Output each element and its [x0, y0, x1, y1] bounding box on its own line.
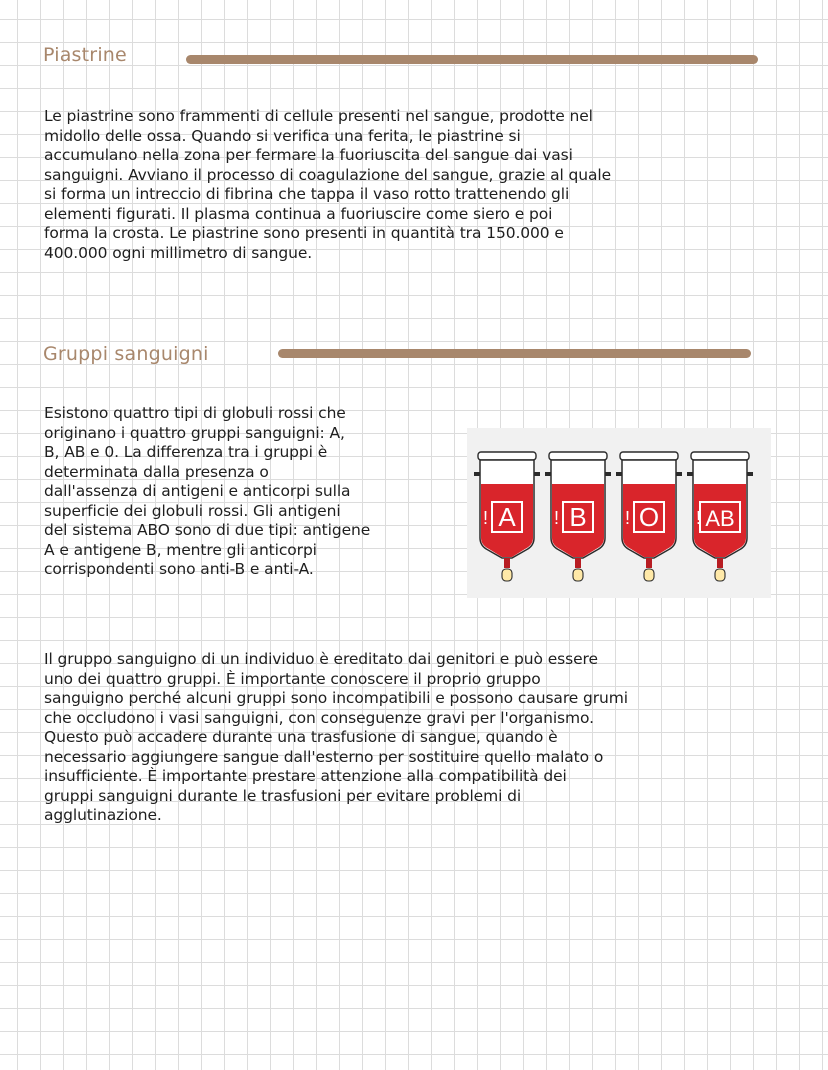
bag-tube [575, 558, 581, 568]
side-port [676, 472, 682, 476]
text-line: uno dei quattro gruppi. È importante conoscere il proprio gruppo [44, 669, 541, 688]
text-line: corrispondenti sono anti-B e anti-A. [44, 560, 314, 578]
text-line: che occludono i vasi sanguigni, con conseguenze gravi per l'organismo. [44, 708, 594, 727]
text-line: si forma un intreccio di fibrina che tappa il vaso rotto trattenendo gli [44, 185, 570, 203]
bag-mark: ! [625, 508, 631, 528]
text-line: A e antigene B, mentre gli anticorpi [44, 540, 317, 559]
text-line: sanguigni. Avviano il processo di coagulazione del sangue, grazie al quale [44, 165, 612, 184]
text-line: del sistema ABO sono di due tipi: antigene [44, 521, 371, 539]
text-line: Le piastrine sono frammenti di cellule presenti nel sangue, prodotte nel [44, 107, 593, 125]
side-port [474, 472, 480, 476]
tube-connector [644, 569, 654, 581]
bag-tube [717, 558, 723, 568]
paragraph-gruppi-intro [44, 404, 459, 580]
text-line: determinata dalla presenza o [44, 462, 269, 481]
text-line: forma la crosta. Le piastrine sono presenti in quantità tra 150.000 e [44, 224, 564, 242]
bag-mark: ! [483, 508, 489, 528]
text-line: sanguigno perché alcuni gruppi sono incompatibili e possono causare grumi [44, 689, 628, 707]
bag-mark: ! [554, 508, 560, 528]
side-port [616, 472, 622, 476]
blood-bags-svg [467, 428, 771, 598]
text-line: Il gruppo sanguigno di un individuo è ereditato dai genitori e può essere [44, 650, 598, 668]
bag-mark: ! [696, 508, 702, 528]
blood-group-label: AB [705, 506, 735, 531]
tube-connector [715, 569, 725, 581]
side-port [687, 472, 693, 476]
text-line: agglutinazione. [44, 806, 162, 824]
text-line: Questo può accadere durante una trasfusione di sangue, quando è [44, 728, 558, 746]
text-line: dall'assenza di antigeni e anticorpi sulla [44, 482, 351, 500]
text-line: originano i quattro gruppi sanguigni: A, [44, 423, 345, 442]
blood-group-label: A [498, 502, 516, 532]
bag-tube [504, 558, 510, 568]
text-line: accumulano nella zona per fermare la fuoriuscita del sangue dai vasi [44, 146, 573, 164]
blood-bag [687, 452, 753, 581]
heading-rule [278, 349, 751, 358]
blood-group-label: O [638, 502, 660, 532]
bag-tube [646, 558, 652, 568]
blood-bag [545, 452, 611, 581]
blood-bag [616, 452, 682, 581]
side-port [534, 472, 540, 476]
side-port [747, 472, 753, 476]
bag-cap [620, 452, 678, 460]
bag-cap [549, 452, 607, 460]
text-line: Esistono quattro tipi di globuli rossi che [44, 404, 346, 422]
side-port [545, 472, 551, 476]
text-line: B, AB e 0. La differenza tra i gruppi è [44, 443, 328, 461]
tube-connector [502, 569, 512, 581]
text-line: elementi figurati. Il plasma continua a fuoriuscire come siero e poi [44, 204, 553, 223]
bag-cap [478, 452, 536, 460]
text-line: insufficiente. È importante prestare attenzione alla compatibilità dei [44, 767, 567, 785]
paragraph-gruppi-body [44, 650, 814, 826]
tube-connector [573, 569, 583, 581]
text-line: necessario aggiungere sangue dall'esterno per sostituire quello malato o [44, 747, 604, 766]
blood-bag [474, 452, 540, 581]
section-title-gruppi: Gruppi sanguigni [43, 343, 209, 365]
side-port [605, 472, 611, 476]
section-title-piastrine: Piastrine [43, 44, 127, 66]
blood-group-label: B [569, 502, 587, 532]
text-line: superficie dei globuli rossi. Gli antigeni [44, 501, 341, 520]
text-line: gruppi sanguigni durante le trasfusioni per evitare problemi di [44, 786, 522, 805]
text-line: 400.000 ogni millimetro di sangue. [44, 243, 313, 262]
text-line: midollo delle ossa. Quando si verifica una ferita, le piastrine si [44, 126, 521, 145]
bag-cap [691, 452, 749, 460]
heading-rule [186, 55, 758, 64]
blood-bags-illustration [467, 428, 771, 598]
paragraph-piastrine [44, 107, 804, 263]
